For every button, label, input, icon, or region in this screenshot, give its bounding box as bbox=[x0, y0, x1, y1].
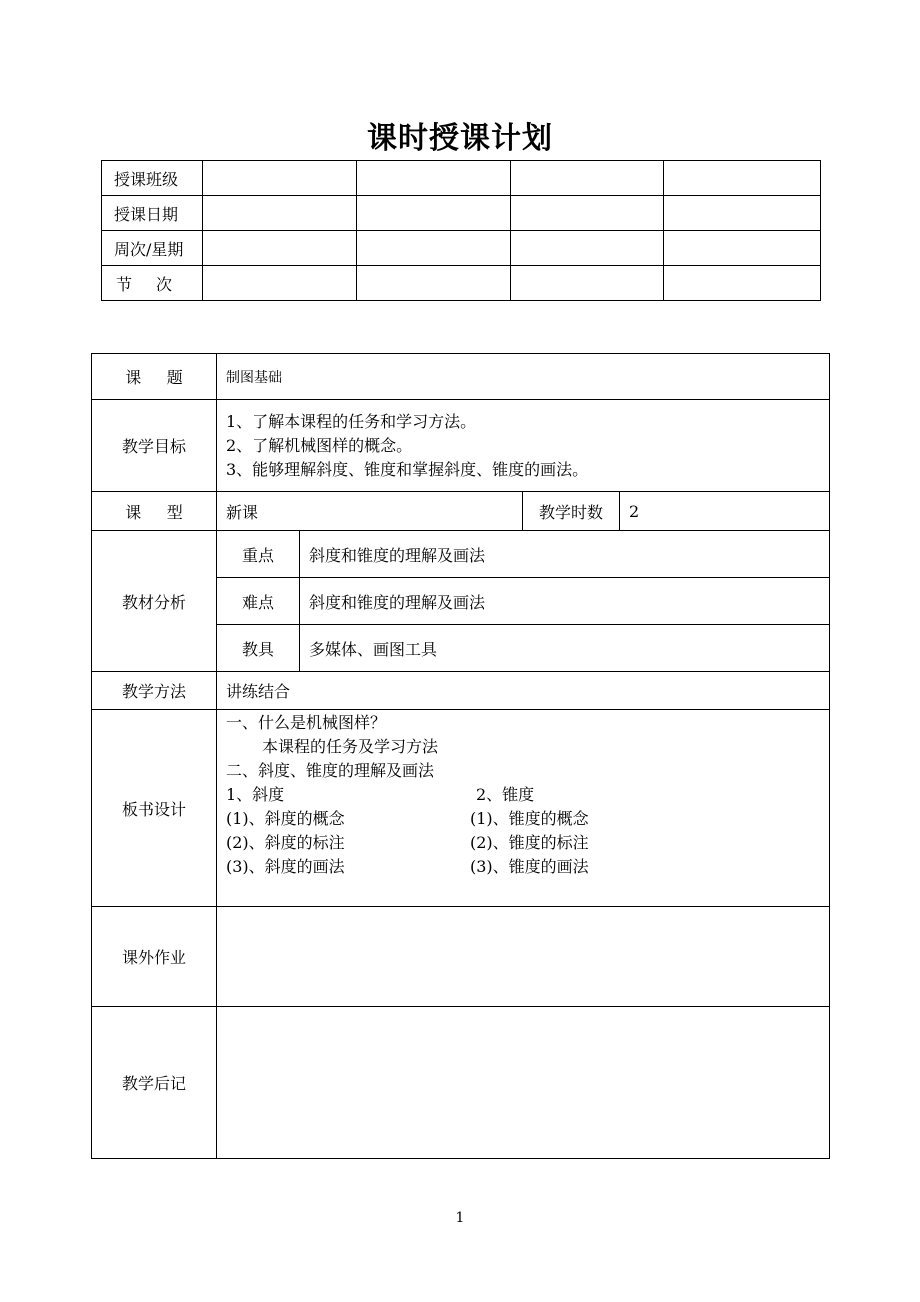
board-design-label: 板书设计 bbox=[92, 710, 217, 907]
objectives-value[interactable] bbox=[217, 400, 830, 492]
method-row bbox=[92, 672, 830, 710]
objectives-label: 教学目标 bbox=[92, 400, 217, 492]
schedule-cell[interactable] bbox=[511, 196, 664, 231]
board-column-taper bbox=[470, 783, 589, 879]
schedule-label-part: 次 bbox=[155, 274, 172, 294]
schedule-table bbox=[101, 160, 821, 301]
schedule-cell[interactable] bbox=[511, 231, 664, 266]
method-value[interactable]: 讲练结合 bbox=[217, 672, 830, 710]
objective-item: 2、了解机械图样的概念。 bbox=[226, 435, 413, 455]
board-item: 2、锥度 bbox=[476, 785, 535, 804]
board-item: (3)、锥度的画法 bbox=[470, 857, 589, 876]
topic-row bbox=[92, 354, 830, 400]
schedule-row bbox=[102, 161, 821, 196]
lesson-type-row bbox=[92, 492, 830, 531]
material-analysis-label: 教材分析 bbox=[92, 531, 217, 672]
teaching-aids-value[interactable]: 多媒体、画图工具 bbox=[300, 625, 830, 672]
schedule-cell[interactable] bbox=[357, 231, 511, 266]
schedule-cell[interactable] bbox=[511, 161, 664, 196]
difficulty-value[interactable]: 斜度和锥度的理解及画法 bbox=[300, 578, 830, 625]
schedule-cell[interactable] bbox=[203, 196, 357, 231]
board-item: (2)、锥度的标注 bbox=[470, 833, 589, 852]
schedule-label-part: 节 bbox=[116, 274, 133, 294]
teaching-aids-label: 教具 bbox=[217, 625, 300, 672]
schedule-cell[interactable] bbox=[203, 161, 357, 196]
topic-label: 课 题 bbox=[92, 354, 217, 400]
homework-label: 课外作业 bbox=[92, 907, 217, 1007]
lesson-type-label: 课 型 bbox=[92, 492, 217, 531]
teaching-hours-label: 教学时数 bbox=[523, 492, 620, 531]
page-title: 课时授课计划 bbox=[367, 121, 553, 156]
schedule-cell[interactable] bbox=[511, 266, 664, 301]
board-item: (2)、斜度的标注 bbox=[226, 833, 345, 852]
board-item: (1)、斜度的概念 bbox=[226, 809, 345, 828]
objective-item: 1、了解本课程的任务和学习方法。 bbox=[226, 411, 477, 431]
schedule-label: 授课日期 bbox=[102, 196, 203, 231]
key-point-label: 重点 bbox=[217, 531, 300, 578]
homework-row bbox=[92, 907, 830, 1007]
schedule-row bbox=[102, 266, 821, 301]
schedule-cell[interactable] bbox=[664, 231, 821, 266]
schedule-cell[interactable] bbox=[203, 231, 357, 266]
schedule-label: 授课班级 bbox=[102, 161, 203, 196]
board-design-value[interactable] bbox=[217, 710, 830, 907]
board-item: (1)、锥度的概念 bbox=[470, 809, 589, 828]
board-columns bbox=[226, 783, 829, 879]
homework-value[interactable] bbox=[217, 907, 830, 1007]
schedule-cell[interactable] bbox=[357, 196, 511, 231]
material-row bbox=[92, 531, 830, 578]
reflection-label: 教学后记 bbox=[92, 1007, 217, 1159]
page-number: 1 bbox=[455, 1210, 465, 1226]
topic-value[interactable]: 制图基础 bbox=[217, 354, 830, 400]
lesson-plan-table bbox=[91, 353, 830, 1159]
schedule-row bbox=[102, 231, 821, 266]
schedule-cell[interactable] bbox=[203, 266, 357, 301]
board-item: 1、斜度 bbox=[226, 785, 285, 804]
objectives-row bbox=[92, 400, 830, 492]
reflection-row bbox=[92, 1007, 830, 1159]
board-row bbox=[92, 710, 830, 907]
board-line: 本课程的任务及学习方法 bbox=[262, 737, 439, 756]
board-line: 一、什么是机械图样？ bbox=[226, 713, 387, 732]
schedule-label: 周次/星期 bbox=[102, 231, 203, 266]
method-label: 教学方法 bbox=[92, 672, 217, 710]
lesson-type-value[interactable]: 新课 bbox=[217, 492, 523, 531]
difficulty-label: 难点 bbox=[217, 578, 300, 625]
schedule-cell[interactable] bbox=[357, 161, 511, 196]
schedule-label bbox=[102, 266, 203, 301]
schedule-cell[interactable] bbox=[664, 161, 821, 196]
schedule-cell[interactable] bbox=[664, 266, 821, 301]
reflection-value[interactable] bbox=[217, 1007, 830, 1159]
board-line: 二、斜度、锥度的理解及画法 bbox=[226, 761, 435, 780]
board-column-slope bbox=[226, 783, 470, 879]
objective-item: 3、能够理解斜度、锥度和掌握斜度、锥度的画法。 bbox=[226, 459, 589, 479]
schedule-cell[interactable] bbox=[664, 196, 821, 231]
key-point-value[interactable]: 斜度和锥度的理解及画法 bbox=[300, 531, 830, 578]
schedule-row bbox=[102, 196, 821, 231]
board-item: (3)、斜度的画法 bbox=[226, 857, 345, 876]
teaching-hours-value[interactable]: 2 bbox=[620, 492, 830, 531]
schedule-cell[interactable] bbox=[357, 266, 511, 301]
